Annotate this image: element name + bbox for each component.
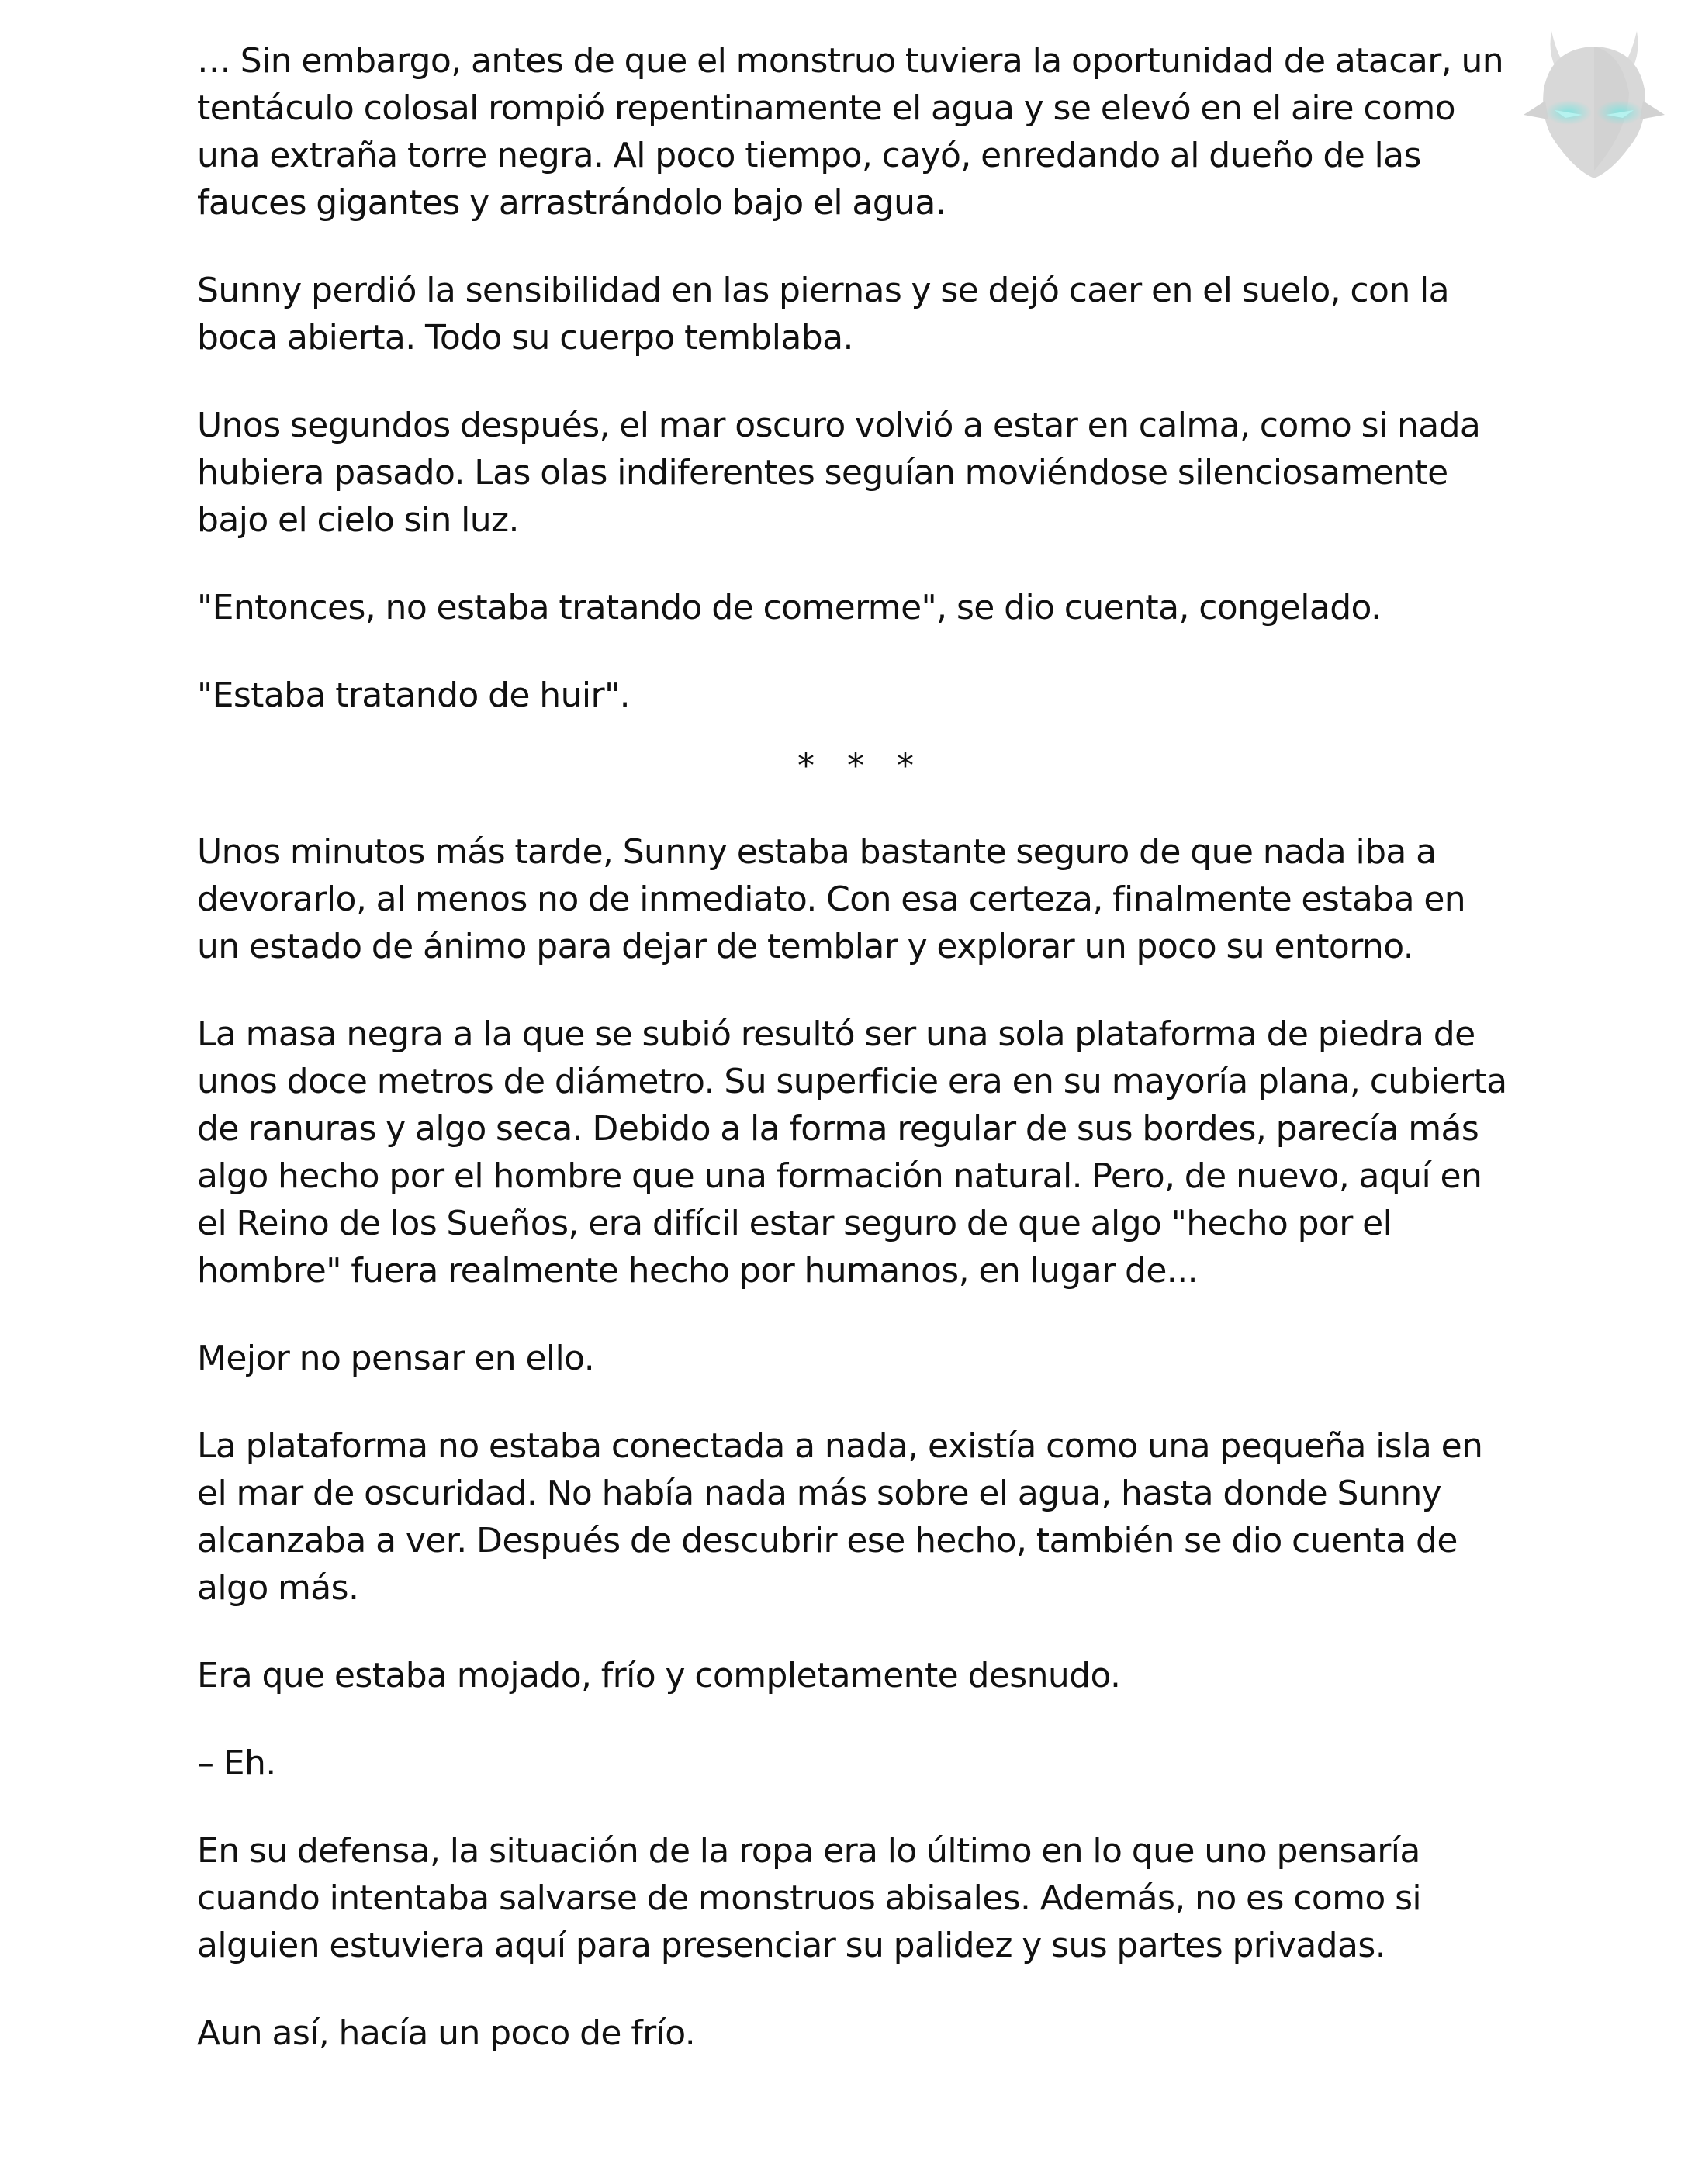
document-page: [197, 37, 1516, 2097]
paragraph: Unos segundos después, el mar oscuro volvió a estar en calma, como si nada hubiera pasado. Las olas indiferentes seguían moviéndose silenciosamente bajo el cielo sin luz.: [197, 406, 1481, 540]
paragraph: Era que estaba mojado, frío y completamente desnudo.: [197, 1656, 1121, 1695]
scene-separator: * * *: [797, 746, 925, 786]
demon-head-icon: [1520, 16, 1668, 186]
paragraph: Aun así, hacía un poco de frío.: [197, 2013, 696, 2053]
paragraph: … Sin embargo, antes de que el monstruo tuviera la oportunidad de atacar, un tentáculo colosal rompió repentinamente el agua y se elevó en el aire como una extraña torre negra. Al poco tiempo, cayó, enredando al dueño de las fauces gigantes y arrastrándolo bajo el agua.: [197, 41, 1504, 223]
paragraph: Sunny perdió la sensibilidad en las piernas y se dejó caer en el suelo, con la boca abierta. Todo su cuerpo temblaba.: [197, 271, 1449, 358]
paragraph: Mejor no pensar en ello.: [197, 1339, 595, 1378]
paragraph: La masa negra a la que se subió resultó ser una sola plataforma de piedra de unos doce metros de diámetro. Su superficie era en su mayoría plana, cubierta de ranuras y algo seca. Debido a la forma regular de sus bordes, parecía más algo hecho por el hombre que una formación natural. Pero, de nuevo, aquí en el Reino de los Sueños, era difícil estar seguro de que algo "hecho por el hombre" fuera realmente hecho por humanos, en lugar de...: [197, 1014, 1507, 1291]
paragraph: En su defensa, la situación de la ropa era lo último en lo que uno pensaría cuando intentaba salvarse de monstruos abisales. Además, no es como si alguien estuviera aquí para presenciar su palidez y sus partes privadas.: [197, 1831, 1422, 1965]
paragraph: "Entonces, no estaba tratando de comerme", se dio cuenta, congelado.: [197, 588, 1382, 627]
paragraph: Unos minutos más tarde, Sunny estaba bastante seguro de que nada iba a devorarlo, al menos no de inmediato. Con esa certeza, finalmente estaba en un estado de ánimo para dejar de temblar y explorar un poco su entorno.: [197, 832, 1466, 966]
demon-head-icon-svg: [1520, 16, 1668, 186]
paragraph: La plataforma no estaba conectada a nada, existía como una pequeña isla en el mar de oscuridad. No había nada más sobre el agua, hasta donde Sunny alcanzaba a ver. Después de descubrir ese hecho, también se dio cuenta de algo más.: [197, 1426, 1483, 1608]
paragraph: – Eh.: [197, 1743, 276, 1783]
paragraph: "Estaba tratando de huir".: [197, 676, 630, 715]
